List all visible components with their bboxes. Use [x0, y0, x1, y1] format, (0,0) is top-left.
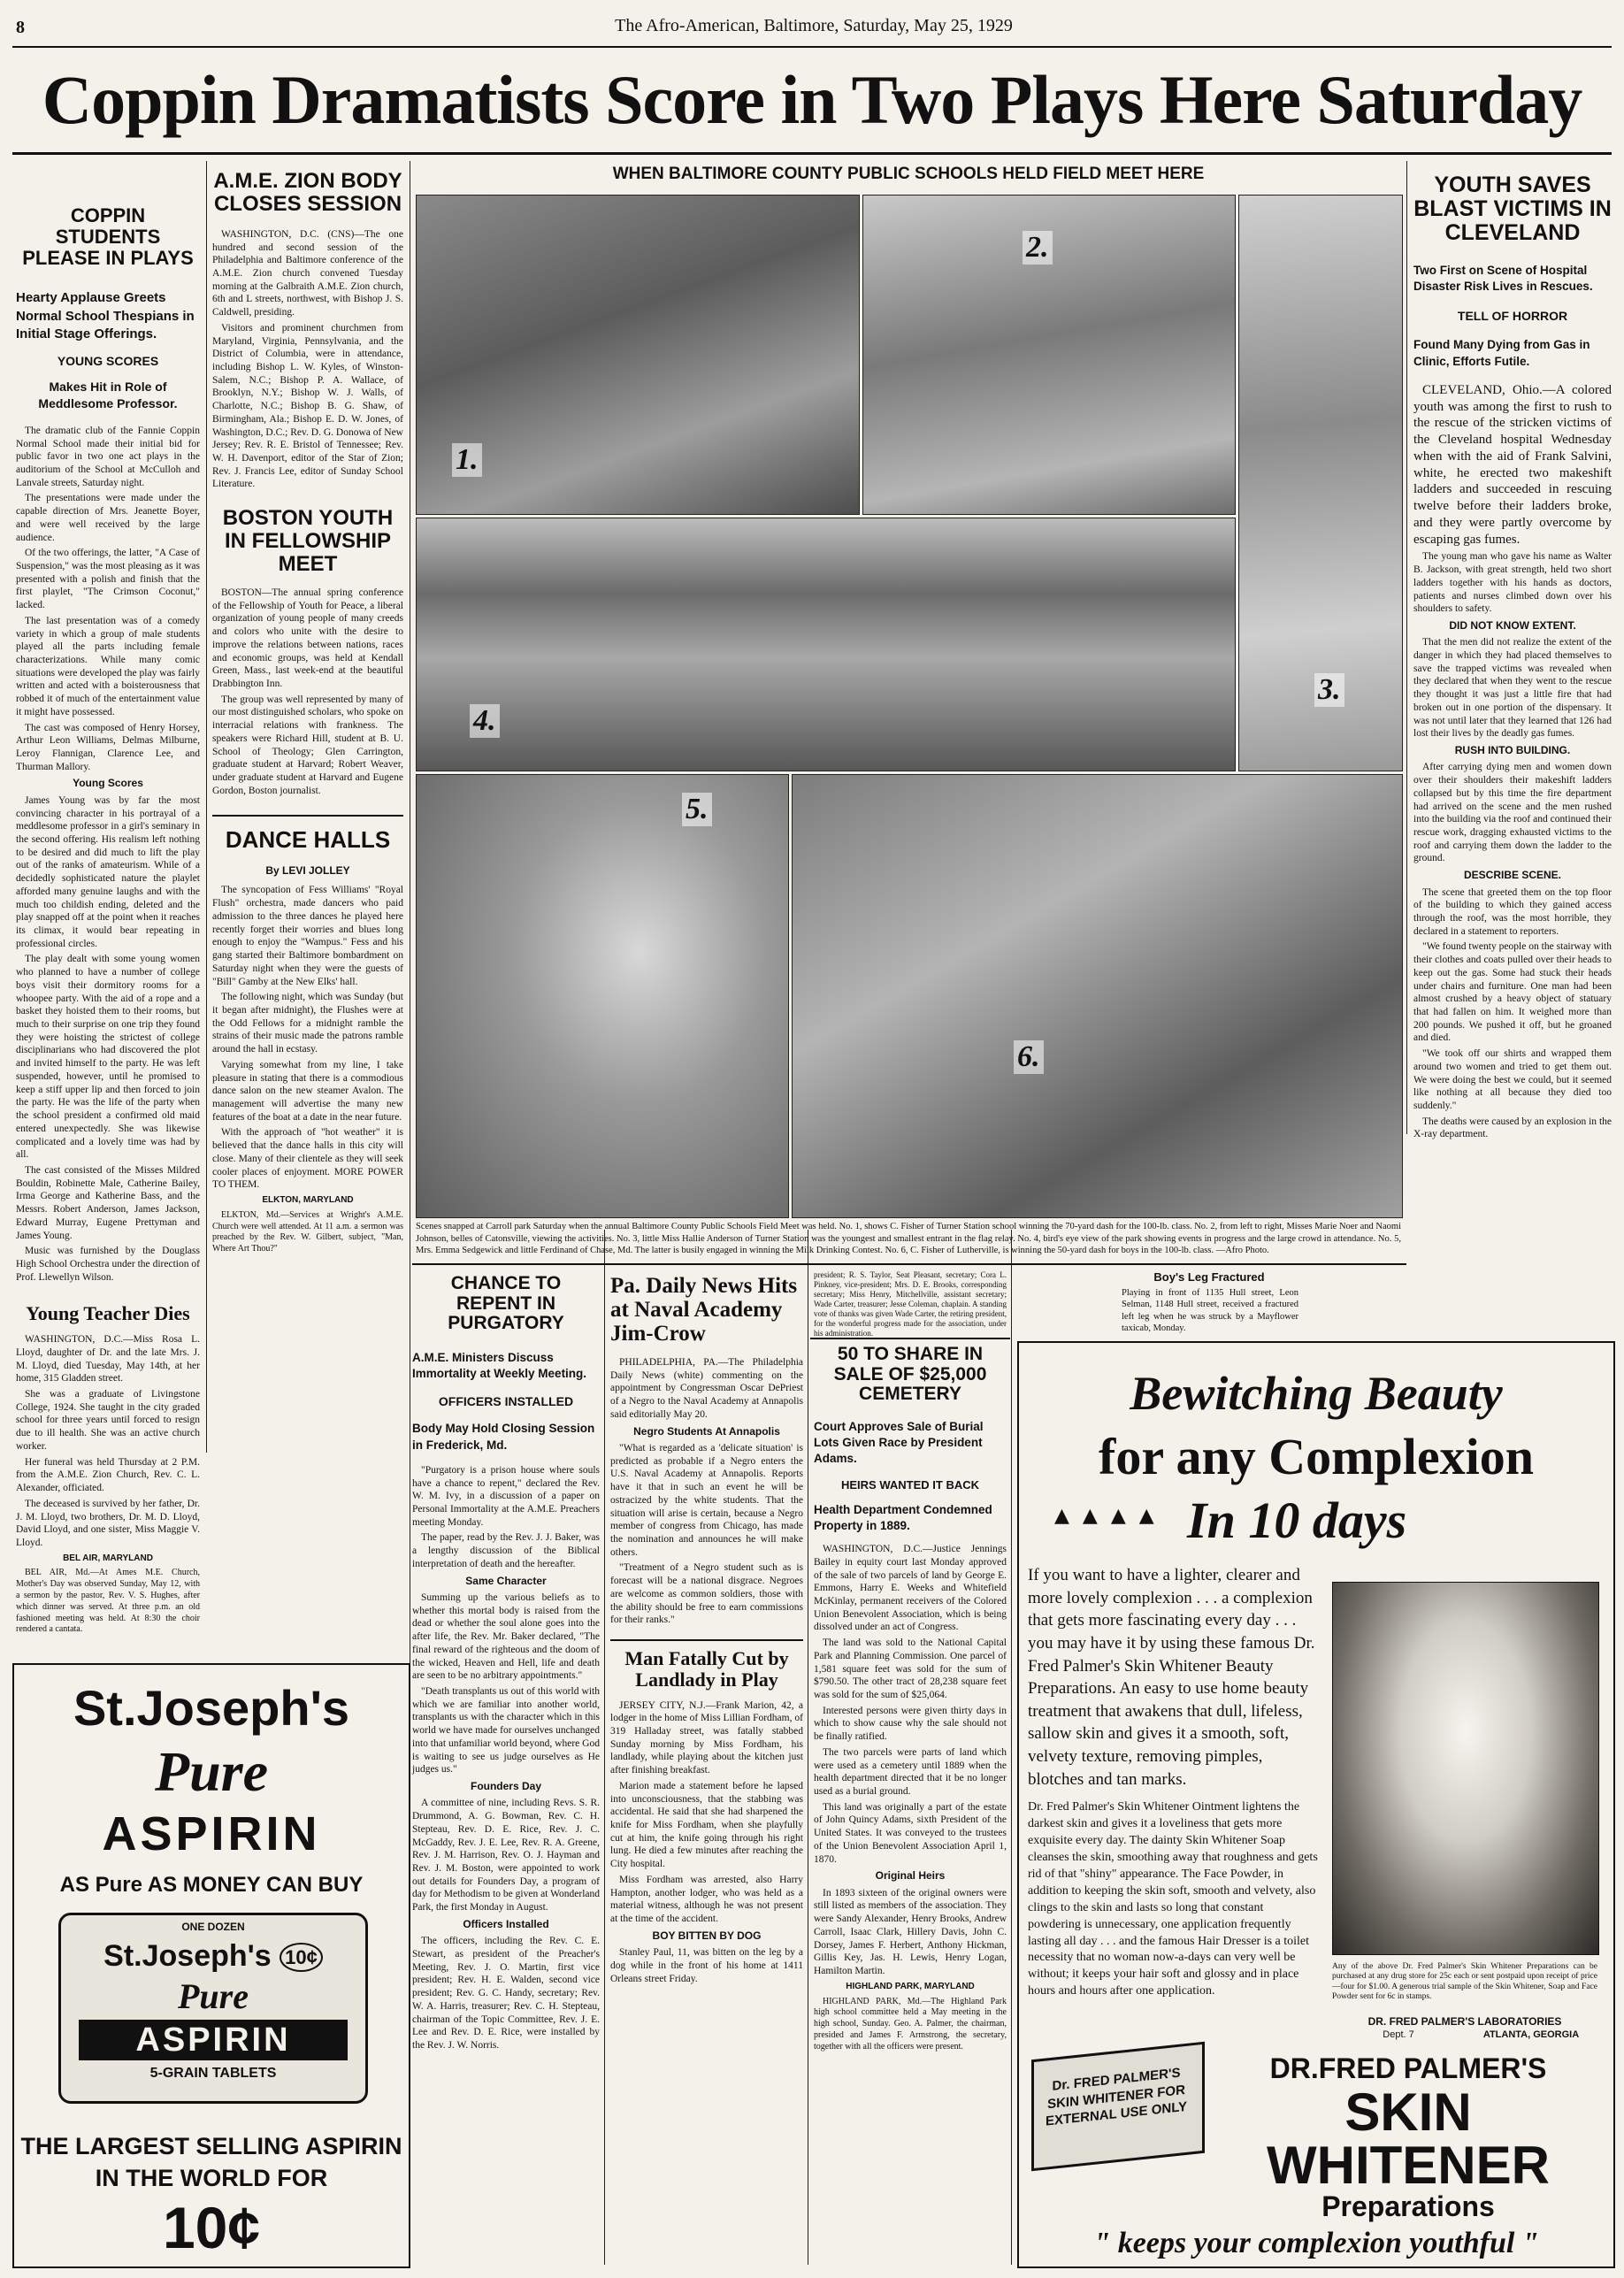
headline: A.M.E. ZION BODY CLOSES SESSION: [213, 169, 402, 216]
ad-portrait-caption: Any of the above Dr. Fred Palmer's Skin Whitener Preparations can be purchased at any drug store for 25c each or sent postpaid upon receipt of price—four for $1.00. A generous trial sample of the Skin Whitener, Soap and Face Powder sent for 6c in stamps.: [1332, 1962, 1597, 2002]
ad-brand-1: DR.FRED PALMER'S: [1269, 2052, 1547, 2084]
tin-pure: Pure: [178, 1976, 249, 2016]
ad-body-paragraph: Dr. Fred Palmer's Skin Whitener Ointment lightens the darkest skin and gives it a loveliness that gets more exquisite every day. The dainty Skin Whitener Soap cleanses the skin, smoothing away that roughness and gets rid of that "shiny" appearance. The Face Powder, in addition to keeping the skin soft, smooth and velvety, also clings to the skin and lasts so long that constant powdering is unnecessary, one application frequently lasting all day . . . and the famous Hair Dresser is a toilet necessity that no woman now-a-days can very well be without; it keeps your hair soft and glossy and in place hours and hours after one application.: [1028, 1800, 1318, 1998]
subhead: DID NOT KNOW EXTENT.: [1449, 618, 1576, 632]
paragraph: The syncopation of Fess Williams' "Royal Flush" orchestra, made dancers who paid admission to the three dances he played here recently forget their worries and blues long enough to enjoy the "Wampus." Fess and his gang started their Baltimore bombardment on Saturday night when they were the guests of "Bill" Gamby at the New Elks' hall.: [212, 885, 403, 987]
tin-tablets: 5-GRAIN TABLETS: [149, 2066, 277, 2081]
paragraph: The scene that greeted them on the top floor of the building to which they gained access through the roof, was the most horrible, they declared in a statement to reporters.: [1413, 886, 1612, 937]
paragraph: The officers, including the Rev. C. E. Stewart, as president of the Preacher's Meeting, Rev. J. O. Martin, first vice president; Rev. H. E. Walden, second vice president; Rev. G. C. Handy, secretary; Rev. W. A. Harris, treasurer; Rev. C. H. Stepteau, chairman of the Topic Committee, Rev. J. E. Lee and Rev. D. E. Rice, were installed by the Rev. J. W. Norris.: [412, 1936, 600, 2051]
paragraph: JERSEY CITY, N.J.—Frank Marion, 42, a lodger in the home of Miss Lillian Fordham, of 319 Halladay street, was fatally stabbed Sunday morning by Miss Fordham, his landlady, while playing about the kitchen just after finishing breakfast.: [610, 1699, 803, 1776]
photo-3-youngest-entrant: [1238, 195, 1403, 771]
headline: BOSTON YOUTH IN FELLOWSHIP MEET: [222, 506, 394, 576]
deck: Hearty Applause Greets Normal School Thespians in Initial Stage Offerings.: [16, 290, 195, 341]
column-rule: [1011, 1230, 1012, 2265]
photo-6-boys-dash: [792, 774, 1403, 1218]
column-rule: [206, 161, 207, 1453]
ad-brand-2: SKIN: [1344, 2082, 1472, 2142]
ad-product-box: [1031, 2042, 1205, 2172]
photo-5-milk-contest: [416, 774, 789, 1218]
paragraph: "We took off our shirts and wrapped them around two women and tried to get them out. We were doing the best we could, but it seemed like nothing at all because they died too suddenly.": [1413, 1048, 1612, 1112]
paragraph: ELKTON, Md.—Services at Wright's A.M.E. Church were well attended. At 11 a.m. a sermon was preached by the Rev. W. Gilbert, subject, "Man, Where Art Thou?": [212, 1209, 403, 1254]
paragraph: The group was well represented by many of our most distinguished scholars, who spoke on interracial relations with frankness. The speakers were Richard Hill, student at B. U. School of Theology; Glen Carrington, graduate student at Harvard; Robert Weaver, under graduate student at Harvard and Eugene Gordon, Boston journalist.: [212, 694, 403, 796]
byline: By LEVI JOLLEY: [265, 864, 350, 878]
paragraph: PHILADELPHIA, PA.—The Philadelphia Daily News (white) commenting on the appointment by Congressman Oscar DePriest of a Negro to the Naval Academy at Annapolis said editorially May 20.: [610, 1357, 803, 1420]
photo-number: 6.: [1014, 1040, 1044, 1074]
photo-1-dash: [416, 195, 860, 515]
deck: Makes Hit in Role of Meddlesome Professor.: [38, 380, 178, 410]
ad-lab-city: ATLANTA, GEORGIA: [1482, 2029, 1580, 2040]
paragraph: That the men did not realize the extent of the danger in which they had placed themselves to save the trapped victims was revealed when they declared that when they went to the rescue they thought it was just a little fire that had broken out in one portion of the dispensary. It was not until later that they learned that 126 had lost their lives by the deadly gas fumes.: [1413, 637, 1612, 740]
headline: 50 TO SHARE IN SALE OF $25,000 CEMETERY: [833, 1344, 987, 1405]
headline: DANCE HALLS: [212, 815, 403, 852]
paragraph: Of the two offerings, the latter, "A Case of Suspension," was the most pleasing as it was presented with a polish and finish that the first playlet, "The Crimson Coconut," lacked.: [16, 548, 200, 611]
deck: Two First on Scene of Hospital Disaster Risk Lives in Rescues.: [1413, 264, 1593, 294]
paragraph: "Treatment of a Negro student such as is forecast will be a national disgrace. Negroes are welcome as common soldiers, those with the ability should be free to earn commissions for their ranks.": [610, 1562, 803, 1626]
paragraph: WASHINGTON, D.C. (CNS)—The one hundred and second session of the Philadelphia and Baltimore conference of the A.M.E. Zion church convened Tuesday morning at the Galbraith A.M.E. Zion church, 6th and L streets, northwest, with Bishop J. S. Caldwell, presiding.: [212, 228, 403, 318]
paragraph: Interested persons were given thirty days in which to show cause why the sale should not be finally ratified.: [814, 1705, 1007, 1743]
paragraph: BEL AIR, Md.—At Ames M.E. Church, Mother's Day was observed Sunday, May 12, with a sermon by the pastor, Rev. V. S. Hughes, after which dinner was served. At three p.m. an old fashioned meeting was held. At 8:30 the choir rendered a cantata.: [16, 1568, 200, 1635]
col2-stories: [212, 170, 403, 1497]
paragraph: "Purgatory is a prison house where souls have a chance to repent," declared the Rev. W. M. Ivy, in a discussion of a paper on Personal Immortality at the A.M.E. Preachers meeting Monday.: [412, 1464, 600, 1528]
ad-portrait: [1332, 1582, 1599, 1955]
headline: COPPIN STUDENTS PLEASE IN PLAYS: [22, 204, 194, 269]
paragraph: "We found twenty people on the stairway with their clothes and coats pulled over their heads to keep out the gas. Some had stuck their heads under chairs and furniture. One man had been almost crushed by a heavy object of statuary that had fallen on him. It weighed more than 200 pounds. We pushed it off, but he groaned and died.: [1413, 941, 1612, 1044]
caption-text: Scenes snapped at Carroll park Saturday when the annual Baltimore County Public Schools Field Meet was held. No. 1, shows C. Fisher of Turner Station school winning the 70-yard dash for the 100-lb. class. No. 2, from left to right, Misses Marie Noer and Naomi Johnson, belles of Catonsville, viewing the activities. No. 3, little Miss Hallie Anderson of Turner Station was the youngest and smallest entrant in the flag relay. No. 4, bird's eye view of the park showing events in progress and the large crowd in attendance. No. 5, Mrs. Emma Sedgewick and little Ferdinand of Chase, Md. The latter is busily engaged in winning the Milk Drinking Contest. No. 6, C. Fisher of Lutherville, is winning the 50-yard dash for boys in the 100-lb. class.: [416, 1222, 1401, 1256]
photo-number: 1.: [452, 443, 482, 477]
paragraph: The land was sold to the National Capital Park and Planning Commission. One parcel of 1,581 square feet was sold for the sum of $790.50. The other tract of 28,238 square feet was sold for the sum of $25,064.: [814, 1638, 1007, 1701]
paragraph: With the approach of "hot weather" it is believed that the dance halls in this city will close. Many of their clientele as they will seek cooler places of enjoyment. MORE POWER TO THEM.: [212, 1127, 403, 1191]
paragraph: This land was originally a part of the estate of John Quincy Adams, sixth President of the United States. It was conveyed to the trustees of the Union Benevolent Association April 1, 1870.: [814, 1801, 1007, 1865]
col3-story-naval-academy: [610, 1274, 803, 2265]
section-rule: [810, 1338, 1010, 1339]
ad-dots: ▲ ▲ ▲ ▲: [1054, 1505, 1158, 1527]
ad-body: [1028, 1564, 1318, 2006]
ad-body-paragraph: If you want to have a lighter, clearer and more lovely complexion . . . a complexion that gets more fascinating every day . . . you may have it by using these famous Dr. Fred Palmer's Skin Whitener Beauty Preparations. An easy to use home beauty treatment that awakens that dull, lifeless, sallow skin and gives it a smooth, soft, velvety texture, removing pimples, blotches and tan marks.: [1028, 1566, 1315, 1789]
headline: Pa. Daily News Hits at Naval Academy Jim-Crow: [610, 1274, 798, 1346]
tin-aspirin: ASPIRIN: [79, 2020, 348, 2060]
paragraph: The play dealt with some young women who planned to have a number of college boys visit their dormitory rooms for a whoopee party. With the aid of a rope and a basket they hoisted them to their rooms, but much to their surprise on one trip they found they were hoisting the strictest of college disciplinarians who had discovered the plot and invited himself to the party. He was left suspended, however, until he promised to keep a stiff upper lip and then forced to join the party. He was the life of the party when the school president a confirmed old maid entered unexpectedly. She was likewise complicated and a lovely time was had by all.: [16, 954, 200, 1161]
paragraph: The young man who gave his name as Walter B. Jackson, with great strength, held two short ladders together with his hands as doctors, patients and nurses climbed down over his shoulders to safety.: [1413, 551, 1612, 615]
photo-credit: —Afro Photo.: [1215, 1246, 1269, 1256]
deck: Court Approves Sale of Burial Lots Given Race by President Adams.: [814, 1420, 984, 1466]
subhead: TELL OF HORROR: [1457, 309, 1568, 324]
subhead: YOUNG SCORES: [57, 354, 159, 368]
paragraph: The last presentation was of a comedy variety in which a group of male students played all the parts including female characterizations. While many comic situations were developed the play was fairly written and acted with a boisterousness that robbed it of much of the entertainment value it might have possessed.: [16, 615, 200, 717]
paragraph: Miss Fordham was arrested, also Harry Hampton, another lodger, who was held as a material witness, although he was not present at the time of the accident.: [610, 1874, 803, 1925]
col4-story-cemetery: [814, 1345, 1007, 2265]
ad-lab-dept: Dept. 7: [1383, 2029, 1414, 2040]
subhead: RUSH INTO BUILDING.: [1454, 744, 1571, 757]
subhead: Negro Students At Annapolis: [633, 1424, 780, 1438]
headline: Young Teacher Dies: [26, 1302, 190, 1325]
skin-whitener-ad: [1017, 1341, 1615, 2268]
ad-bottom-line1: THE LARGEST SELLING ASPIRIN: [20, 2133, 402, 2159]
paragraph: The presentations were made under the capable direction of Mrs. Jeanette Boyer, and were well received by the large audience.: [16, 493, 200, 543]
paragraph: BOSTON—The annual spring conference of the Fellowship of Youth for Peace, a liberal organization of young people of many creeds and colors who unite with the desire to improve the relations between nations, races and economic groups, was held at Kendall Green, Mass., last week-end at the beautiful Drabbington Inn.: [212, 587, 403, 689]
brief-headline: Boy's Leg Fractured: [1153, 1270, 1265, 1284]
paragraph: "Death transplants us out of this world with which we are familiar into another world, transplants us with the character which in this world we have made for ourselves unchanged into that unfamiliar world beyond, where God is waiting to see us judge ourselves as He judges us.": [412, 1686, 600, 1776]
paragraph: Visitors and prominent churchmen from Maryland, Virginia, Pennsylvania, and the District of Columbia, were in attendance, including Bishop L. W. Kyles, of Winston-Salem, N.C.; Bishop P. A. Wallace, of Brooklyn, N.Y.; Bishop W. J. Walls, of Charlotte, N.C.; Bishop B. G. Shaw, of Birmingham, Ala.; Bishop E. D. W. Jones, of Washington, D.C.; Rev. D. G. Donowa of New Jersey; Rev. R. E. Bristol of Tennessee; Rev. W. H. Davenport, editor of the Star of Zion; Rev. J. Francis Lee, editor of Sunday School Literature.: [212, 322, 403, 490]
deck: Body May Hold Closing Session in Frederick, Md.: [412, 1422, 595, 1452]
ad-price: 10¢: [162, 2195, 261, 2260]
paragraph: The deceased is survived by her father, Dr. J. M. Lloyd, two brothers, Dr. M. D. Lloyd, David Lloyd, and one sister, Miss Maggie V. Lloyd.: [16, 1498, 200, 1548]
photo-number: 2.: [1023, 231, 1053, 265]
photo-4-birds-eye-view: [416, 518, 1236, 771]
subhead: BOY BITTEN BY DOG: [652, 1929, 762, 1942]
photo-number: 5.: [682, 793, 712, 826]
photo-spread-title: WHEN BALTIMORE COUNTY PUBLIC SCHOOLS HELD FIELD MEET HERE: [612, 165, 1205, 183]
ad-brand-3: WHITENER: [1267, 2136, 1550, 2195]
paragraph: The deaths were caused by an explosion in the X-ray department.: [1413, 1116, 1612, 1140]
deck: Health Department Condemned Property in 1889.: [814, 1502, 992, 1532]
masthead-rule: [12, 46, 1612, 48]
ad-pure-script: Pure: [155, 1740, 268, 1803]
paragraph: A committee of nine, including Revs. S. R. Drummond, A. G. Bowman, Rev. C. H. Stepteau, Rev. D. E. Rice, Rev. J. C. McGaddy, Rev. J. E. Lee, Rev. R. A. Greene, Rev. J. M. Harrison, Rev. O. J. Hayman and Rev. J. M. Boston, were appointed to work out details for Founders Day, a program of day for Methodism to be given at Wonderland Park, the first Monday in August.: [412, 1798, 600, 1914]
banner-headline: Coppin Dramatists Score in Two Plays Here Saturday: [42, 61, 1582, 138]
product-box-label: Dr. FRED PALMER'S SKIN WHITENER FOR EXTERNAL USE ONLY: [1045, 2065, 1188, 2129]
ad-headline-2: for any Complexion: [1099, 1428, 1534, 1485]
ad-headline-3: In 10 days: [1187, 1492, 1407, 1549]
photo-caption: [416, 1221, 1401, 1260]
ad-headline-1: Bewitching Beauty: [1130, 1367, 1503, 1420]
subhead: Original Heirs: [875, 1869, 946, 1883]
col1-story-coppin: [16, 204, 200, 1635]
paragraph: The cast was composed of Henry Horsey, Arthur Leon Williams, Delmas Milburne, Leroy Flannigan, Clarence Lee, and Thurman Mallory.: [16, 722, 200, 772]
subhead: Young Scores: [73, 777, 143, 790]
paragraph: WASHINGTON, D.C.—Miss Rosa L. Lloyd, daughter of Dr. and the late Mrs. J. M. Lloyd, died Tuesday, May 14th, at her home, 315 Gladden street.: [16, 1334, 200, 1384]
headline: YOUTH SAVES BLAST VICTIMS IN CLEVELAND: [1413, 173, 1612, 245]
subhead: Same Character: [465, 1574, 547, 1587]
ad-aspirin-word: ASPIRIN: [102, 1807, 321, 1860]
tin-top-label: ONE DOZEN: [181, 1921, 245, 1933]
headline: Man Fatally Cut by Landlady in Play: [610, 1639, 803, 1691]
brief-president: president; R. S. Taylor, Seat Pleasant, secretary; Cora L. Pinkney, vice-president; Mrs. D. E. Brooks, corresponding secretary; Miss Henry, Mitchellville, assistant secretary; Wade Carter, treasurer; Jesse Coleman, chaplain. A standing vote of thanks was given Wade Carter, the retiring president, for the wonderful progress made for the association, under his administration.: [814, 1270, 1007, 1338]
page-number: 8: [16, 18, 25, 37]
paragraph: The dramatic club of the Fannie Coppin Normal School made their initial bid for public favor in two one act plays in the auditorium of the School at McCulloh and Lanvale streets, Saturday night.: [16, 425, 200, 488]
paragraph: The cast consisted of the Misses Mildred Bouldin, Robinette Male, Catherine Bailey, Irma George and Katherine Bass, and the Messrs. Robert Anderson, James Jackson, Edward Murray, Eugene Prettyman and James Young.: [16, 1164, 200, 1241]
subhead: Officers Installed: [463, 1917, 549, 1930]
aspirin-ad: [12, 1663, 410, 2268]
ad-brand-line: St.Joseph's: [73, 1680, 350, 1736]
column-rule: [1406, 161, 1407, 1134]
paragraph: HIGHLAND PARK, Md.—The Highland Park high school committee held a May meeting in the high school, Sunday. Geo. A. Palmer, the chairman, presided and James F. Armstrong, the secretary, together with all the officers were present.: [814, 1996, 1007, 2052]
paragraph: Varying somewhat from my line, I take pleasure in stating that there is a commodious dance salon on the new steamer Avalon. The management will advertise the many new features of the boat at a date in the near future.: [212, 1059, 403, 1123]
ad-slogan: AS Pure AS MONEY CAN BUY: [59, 1873, 364, 1897]
ad-brand-4: Preparations: [1321, 2190, 1495, 2222]
paragraph: Summing up the various beliefs as to whether this mortal body is raised from the dead or whether the soul alone goes into the after life, the Rev. Mr. Baker declared, "The final reward of the righteous and the doom of the wicked, Heaven and Hell, life and death are seen to be no arbitrary appointments.": [412, 1592, 600, 1682]
paragraph: James Young was by far the most convincing character in his portrayal of a meddlesome professor in a girl's seminary in the second offering. His realism left nothing to be desired and did much to lift the play out of the ranks of amateurism. While of a decidedly sophisticated nature the playlet afforded many genuine laughs and with the much too childish ending, deleted and the play snapped off at the point when it reaches its climax, it would bear repeating in professional circles.: [16, 794, 200, 949]
column-rule: [604, 1230, 605, 2265]
right-story-cleveland: [1413, 173, 1612, 1253]
banner-rule: [12, 152, 1612, 155]
paragraph: CLEVELAND, Ohio.—A colored youth was among the first to rush to the rescue of the stricken victims of the Cleveland hospital Wednesday when with the aid of Frank Salvini, white, he erected two makeshift ladders and succeeded in rescuing twelve before their ladders broke, and they were partly overcome by escaping gas fumes.: [1413, 382, 1612, 547]
ad-lab-name: DR. FRED PALMER'S LABORATORIES: [1367, 2015, 1562, 2028]
paragraph: After carrying dying men and women down over their shoulders their makeshift ladders collapsed but by this time the fire department had arrived on the scene and the men rushed into the building via the roof and continued their rescue work, dragging exhausted victims to the roof and carrying them down the ladder to the ground.: [1413, 762, 1612, 864]
paragraph: The following night, which was Sunday (but it began after midnight), the Flushes were at the Odd Fellows for a midnight ramble the strains of their music made the patrons ramble around the hall in ecstasy.: [212, 992, 403, 1055]
tin-brand: [61, 1937, 365, 1975]
ad-bottom-line2: IN THE WORLD FOR: [95, 2165, 328, 2191]
subhead: Founders Day: [470, 1780, 541, 1793]
paragraph: WASHINGTON, D.C.—Justice Jennings Bailey in equity court last Monday approved of the sale of two parcels of land by George E. Emmons, Harry E. Weeks and Whitefield McKinlay, permanent receivers of the Colored Union Benevolent Association, which is being dissolved under an act of Congress.: [814, 1544, 1007, 1633]
photo-number: 3.: [1314, 673, 1344, 707]
headline: CHANCE TO REPENT IN PURGATORY: [448, 1273, 564, 1334]
brief-text: Playing in front of 1135 Hull street, Leon Selman, 1148 Hull street, received a fractured left leg when he was struck by a Mayflower taxicab, Monday.: [1122, 1288, 1298, 1334]
paragraph: In 1893 sixteen of the original owners were still listed as members of the association. They were Sandy Alexander, Henry Brooks, Andrew Carroll, Isaac Clark, Hillery Davis, John C. Dorsey, James F. Herbert, Anthony Hickman, Gillis Key, Jas. H. Lewis, Henry Logan, Hamilton Martin.: [814, 1887, 1007, 1977]
photo-2-spectators: [862, 195, 1236, 515]
deck: A.M.E. Ministers Discuss Immortality at Weekly Meeting.: [412, 1351, 587, 1381]
paragraph: Her funeral was held Thursday at 2 P.M. from the A.M.E. Zion Church, Rev. C. L. Alexander, officiated.: [16, 1456, 200, 1494]
subhead: HIGHLAND PARK, MARYLAND: [846, 1981, 975, 1991]
ad-tagline: " keeps your complexion youthful ": [1093, 2227, 1539, 2259]
subhead: HEIRS WANTED IT BACK: [841, 1477, 979, 1492]
dateline: The Afro-American, Baltimore, Saturday, May 25, 1929: [615, 16, 1013, 35]
paragraph: "What is regarded as a 'delicate situation' is predicted as probable if a Negro enters the U.S. Naval Academy at Annapolis. Reports have it that in such an event he will be ostracized by the white students. That the situation will arise is certain, because a Negro member of congress from Chicago, has made the nomination and announces he will make others.: [610, 1442, 803, 1558]
deck: Found Many Dying from Gas in Clinic, Efforts Futile.: [1413, 338, 1590, 368]
col3-story-purgatory: [412, 1274, 600, 2265]
tin-price: 10¢: [280, 1943, 323, 1972]
subhead: DESCRIBE SCENE.: [1463, 869, 1562, 882]
section-rule: [412, 1263, 1406, 1265]
tin-brand-name: St.Joseph's: [103, 1939, 272, 1973]
brief-boys-leg: [1017, 1270, 1401, 1334]
subhead: ELKTON, MARYLAND: [262, 1195, 354, 1206]
paragraph: Marion made a statement before he lapsed into unconsciousness, that the stabbing was accidental. He said that she had sharpened the knife for Miss Fordham, when she playfully cut at him, the knife going through his right lung. He died a few minutes after reaching the City hospital.: [610, 1780, 803, 1870]
paragraph: Music was furnished by the Douglass High School Orchestra under the direction of Prof. Llewellyn Wilson.: [16, 1246, 200, 1283]
subhead: BEL AIR, MARYLAND: [63, 1553, 153, 1563]
paragraph: She was a graduate of Livingstone College, 1924. She taught in the city graded school for three years until forced to resign due to ill health. She was an active church worker.: [16, 1389, 200, 1452]
paragraph: The paper, read by the Rev. J. J. Baker, was a lengthy discussion of the Biblical interpretation of death and the hereafter.: [412, 1532, 600, 1569]
paragraph: Stanley Paul, 11, was bitten on the leg by a dog while in the front of his home at 1411 Orleans street Friday.: [610, 1947, 803, 1984]
paragraph: The two parcels were parts of land which were used as a cemetery until 1889 when the health department directed that it be no longer used as a burial ground.: [814, 1746, 1007, 1798]
subhead: OFFICERS INSTALLED: [438, 1394, 574, 1409]
aspirin-tin: [58, 1913, 368, 2104]
photo-number: 4.: [470, 704, 500, 738]
